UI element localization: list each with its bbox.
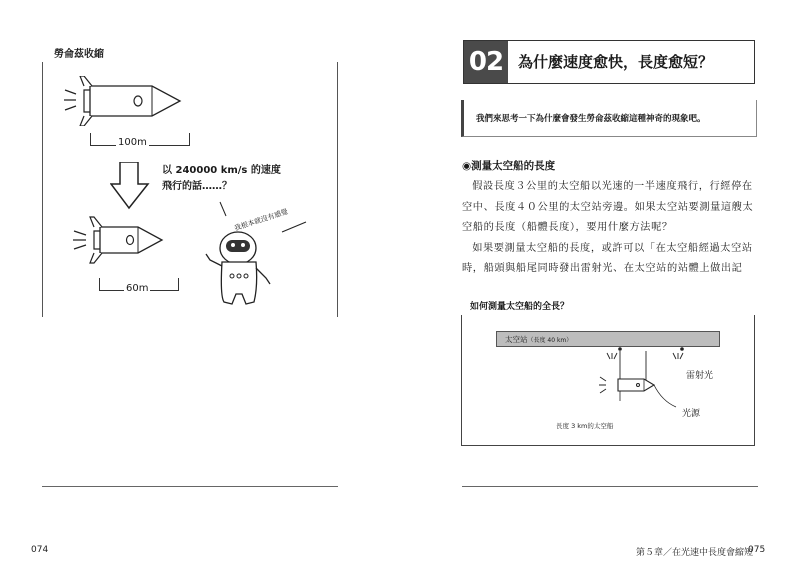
right-bottom-rule bbox=[462, 486, 758, 487]
station-label: 太空站 bbox=[505, 335, 528, 344]
ship-label: 長度 3 km的太空船 bbox=[556, 422, 614, 430]
caption-line-2: 飛行的話……？ bbox=[162, 181, 232, 192]
laser-label: 雷射光 bbox=[686, 371, 714, 381]
paragraph-2: 如果要測量太空船的長度，或許可以「在太空船經過太空站時，船頭與船尾同時發出雷射光、在太空站的站體上做出記 bbox=[462, 242, 753, 274]
chapter-title: 為什麼速度愈快，長度愈短？ bbox=[518, 53, 714, 71]
speech-lines bbox=[218, 194, 310, 240]
rocket-illustration-bottom bbox=[66, 215, 186, 265]
left-page-number: 074 bbox=[31, 545, 49, 555]
right-page-number: 075 bbox=[748, 545, 766, 555]
astronaut-speech: 我根本就沒有感覺 bbox=[233, 207, 290, 233]
down-arrow-icon bbox=[110, 162, 150, 210]
light-source-label: 光源 bbox=[682, 409, 701, 419]
paragraph-1: 假設長度３公里的太空船以光速的一半速度飛行，行經停在空中、長度４０公里的太空站旁邊。如果太空站要測量這艘太空船的長度（船體長度），要用什麼方法呢？ bbox=[462, 181, 754, 233]
caption-line-1: 以 240000 km/s 的速度 bbox=[162, 165, 281, 176]
left-frame-line bbox=[42, 62, 43, 317]
rocket-illustration-top bbox=[62, 76, 192, 126]
station-length: （長度 40 km） bbox=[527, 337, 573, 344]
right-frame-line bbox=[337, 62, 338, 317]
caption bbox=[162, 163, 281, 195]
length-label-60m: 60m bbox=[126, 283, 149, 294]
body-text bbox=[462, 177, 758, 280]
left-bottom-rule bbox=[42, 486, 338, 487]
length-label-100m: 100m bbox=[118, 137, 147, 148]
chapter-number: 02 bbox=[464, 41, 508, 83]
section-header: 勞侖茲收縮 bbox=[54, 49, 104, 60]
chapter-footer: 第５章／在光速中長度會縮短 bbox=[636, 548, 754, 558]
chapter-heading-box bbox=[463, 40, 755, 84]
subheading: ◉測量太空船的長度 bbox=[462, 160, 556, 172]
figure-title: 如何測量太空船的全長？ bbox=[470, 302, 570, 312]
intro-box bbox=[461, 100, 757, 137]
intro-text: 我們來思考一下為什麼會發生勞侖茲收縮這種神奇的現象吧。 bbox=[476, 114, 706, 124]
